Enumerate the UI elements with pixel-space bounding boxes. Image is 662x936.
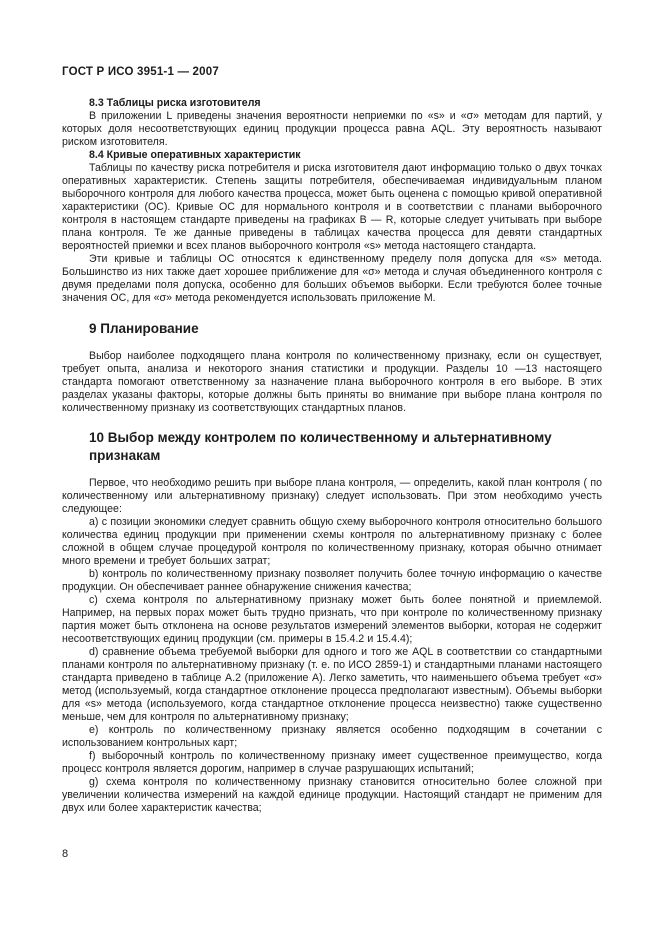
section-8-3-heading: 8.3 Таблицы риска изготовителя [89, 97, 261, 109]
section-10-list-item-e: e) контроль по количественному признаку является особенно подходящим в сочетании с использованием контрольных карт; [62, 723, 602, 749]
section-10-list-item-c: c) схема контроля по альтернативному признаку может быть более понятной и приемлемой. Например, на первых порах может быть трудно признать, что при контроле по количественному признаку партия может быть отклонена на основе результатов измерений элементов выборки, которая не содержит несоответствующих единиц продукции (см. примеры в 15.4.2 и 15.4.4); [62, 593, 602, 645]
section-9-paragraph: Выбор наиболее подходящего плана контроля по количественному признаку, если он существует, требует опыта, анализа и некоторого знания статистики и продукции. Разделы 10 —13 настоящего стандарта помогают ответственному за назначение плана выборочного контроля в его выборе. В этих разделах указаны факторы, которые должны быть приняты во внимание при выборе плана контроля по количественному признаку из соответствующих стандартных планов. [62, 349, 602, 414]
section-10-list-item-g: g) схема контроля по количественному признаку становится относительно более сложной при увеличении количества измерений на каждой единице продукции. Настоящий стандарт не применим для двух или более характеристик качества; [62, 775, 602, 814]
page-content [62, 66, 602, 815]
section-10-intro-paragraph: Первое, что необходимо решить при выборе плана контроля, — определить, какой план контроля ( по количественному или альтернативному признаку) следует использовать. При этом необходимо учесть следующее: [62, 476, 602, 515]
section-10-heading: 10 Выбор между контролем по количественному и альтернативному признакам [89, 429, 552, 463]
section-10-list-item-d: d) сравнение объема требуемой выборки для одного и того же AQL в соответствии со стандартными планами контроля по альтернативному признаку (т. е. по ИСО 2859-1) и стандартными планами настоящего стандарта приведено в таблице А.2 (приложение А). Легко заметить, что наименьшего объема требует «σ» метод (используемый, когда стандартное отклонение процесса предполагают известным). Объемы выборки для «s» метода (используемого, когда стандартное отклонение процесса неизвестно) также существенно меньше, чем для контроля по альтернативному признаку; [62, 645, 602, 723]
page-number: 8 [62, 848, 69, 860]
section-8-4-paragraph-1: Таблицы по качеству риска потребителя и риска изготовителя дают информацию только о двух точках оперативных характеристик. Степень защиты потребителя, обеспечиваемая индивидуальным планом выборочного контроля для любого качества процесса, может быть оценена с помощью кривой оперативной характеристики (ОС). Кривые ОС для нормального контроля и в соответствии с планами выборочного контроля в настоящем стандарте приведены на графиках B — R, которые следует учитывать при выборе плана контроля. Те же данные приведены в таблицах качества процесса для девяти стандартных вероятностей приемки и всех планов выборочного контроля «s» метода настоящего стандарта. [62, 162, 602, 252]
section-9-heading: 9 Планирование [89, 321, 199, 336]
section-10-list-item-b: b) контроль по количественному признаку позволяет получить более точную информацию о качестве продукции. Он обеспечивает раннее обнаружение снижения качества; [62, 567, 602, 593]
section-10-list-item-f: f) выборочный контроль по количественному признаку имеет существенное преимущество, когда процесс контроля является дорогим, например в случае разрушающих испытаний; [62, 749, 602, 775]
running-header: ГОСТ Р ИСО 3951-1 — 2007 [62, 66, 219, 78]
section-8-4-heading: 8.4 Кривые оперативных характеристик [89, 149, 301, 161]
section-8-4-paragraph-2: Эти кривые и таблицы ОС относятся к единственному пределу поля допуска для «s» метода. Большинство из них также дает хорошее приближение для «σ» метода и случая объединенного контроля с двумя пределами поля допуска, особенно для больших объемов выборки. Если требуются более точные значения ОС, для «σ» метода рекомендуется использовать приложение М. [62, 253, 602, 304]
section-10-list-item-a: a) с позиции экономики следует сравнить общую схему выборочного контроля относительно большого количества единиц продукции при применении схемы контроля по альтернативному признаку с более сложной в общем случае процедурой контроля по количественному признаку, которая обычно отнимает много времени и требует больших затрат; [62, 515, 602, 567]
section-8-3-paragraph: В приложении L приведены значения вероятности неприемки по «s» и «σ» методам для партий, у которых доля несоответствующих единиц продукции процесса равна AQL. Эту вероятность называют риском изготовителя. [62, 110, 602, 148]
